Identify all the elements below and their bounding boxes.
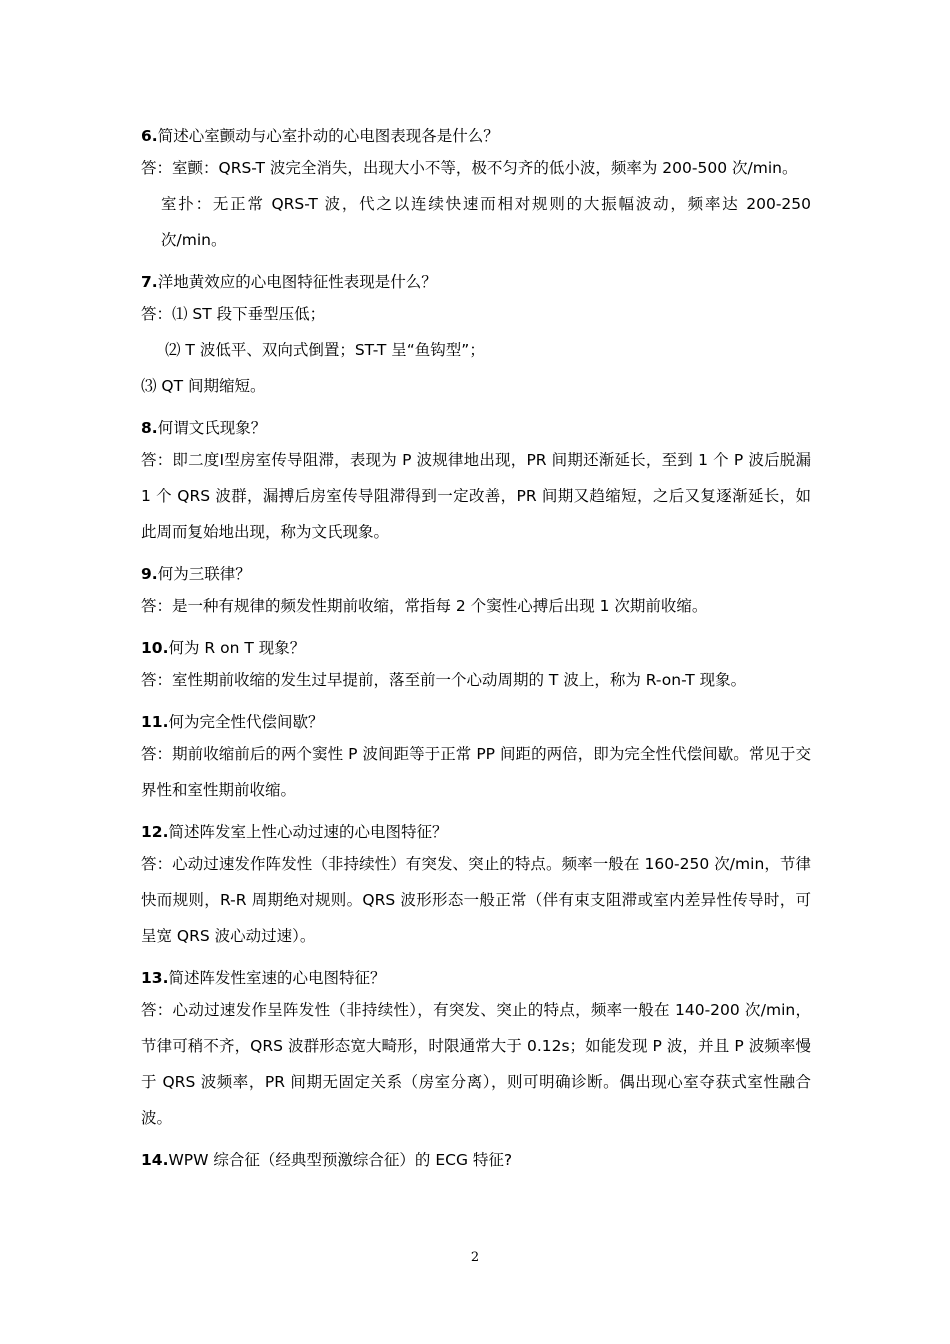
page-number: 2: [470, 1250, 480, 1265]
question-text: 洋地黄效应的心电图特征性表现是什么？: [157, 273, 437, 291]
answer-line: 答：室颤：QRS-T 波完全消失，出现大小不等，极不匀齐的低小波，频率为 200-500 次/min。: [141, 159, 798, 177]
document-content: [141, 112, 811, 1174]
question-text: 简述心室颤动与心室扑动的心电图表现各是什么？: [157, 127, 499, 145]
question-heading: [141, 1146, 811, 1174]
question-heading: [141, 414, 811, 442]
answer: [141, 442, 811, 550]
question-heading: [141, 964, 811, 992]
qa-block-7: [141, 268, 811, 404]
question-text: 何为完全性代偿间歇？: [168, 713, 324, 731]
qa-block-9: [141, 560, 811, 624]
question-heading: [141, 268, 811, 296]
answer: [141, 150, 811, 258]
qa-block-12: [141, 818, 811, 954]
qa-block-6: [141, 122, 811, 258]
answer-line: ⑵ T 波低平、双向式倒置；ST-T 呈“鱼钩型”；: [165, 341, 485, 359]
question-text: 简述阵发室上性心动过速的心电图特征？: [168, 823, 448, 841]
question-text: 何谓文氏现象？: [157, 419, 267, 437]
answer-line: 答：心动过速发作呈阵发性（非持续性），有突发、突止的特点，频率一般在 140-200 次/min，节律可稍不齐，QRS 波群形态宽大畸形，时限通常大于 0.12s；如能发现 P 波，并且 P 波频率慢于 QRS 波频率，PR 间期无固定关系（房室分离），则可明确诊断。偶出现心室夺获式室性融合波。: [141, 1001, 811, 1127]
question-number: 11.: [141, 713, 169, 731]
question-number: 14.: [141, 1151, 169, 1169]
answer: [141, 662, 811, 698]
answer-line: 答：⑴ ST 段下垂型压低；: [141, 305, 326, 323]
question-number: 7.: [141, 273, 158, 291]
answer-line: 室扑：无正常 QRS-T 波，代之以连续快速而相对规则的大振幅波动，频率达 200-250 次/min。: [161, 195, 811, 249]
question-text: WPW 综合征（经典型预激综合征）的 ECG 特征?: [168, 1151, 513, 1169]
question-number: 6.: [141, 127, 158, 145]
question-number: 10.: [141, 639, 169, 657]
answer-line: 答：心动过速发作阵发性（非持续性）有突发、突止的特点。频率一般在 160-250 次/min，节律快而规则，R-R 周期绝对规则。QRS 波形形态一般正常（伴有束支阻滞或室内差异性传导时，可呈宽 QRS 波心动过速）。: [141, 855, 811, 945]
question-text: 何为 R on T 现象？: [168, 639, 306, 657]
answer: [141, 736, 811, 808]
qa-block-14: [141, 1146, 811, 1174]
question-number: 9.: [141, 565, 158, 583]
question-text: 何为三联律？: [157, 565, 251, 583]
question-number: 12.: [141, 823, 169, 841]
question-heading: [141, 818, 811, 846]
answer-line: 答：即二度Ⅰ型房室传导阻滞，表现为 P 波规律地出现，PR 间期还渐延长，至到 1 个 P 波后脱漏 1 个 QRS 波群，漏搏后房室传导阻滞得到一定改善，PR 间期又趋缩短，之后又复逐渐延长，如此周而复始地出现，称为文氏现象。: [141, 451, 811, 541]
question-heading: [141, 122, 811, 150]
answer-line: ⑶ QT 间期缩短。: [141, 377, 266, 395]
qa-block-13: [141, 964, 811, 1136]
question-number: 8.: [141, 419, 158, 437]
answer: [141, 588, 811, 624]
question-heading: [141, 634, 811, 662]
answer: [141, 846, 811, 954]
question-text: 简述阵发性室速的心电图特征？: [168, 969, 386, 987]
qa-block-8: [141, 414, 811, 550]
question-number: 13.: [141, 969, 169, 987]
qa-block-10: [141, 634, 811, 698]
answer: [141, 296, 811, 404]
answer-line: 答：是一种有规律的频发性期前收缩，常指每 2 个窦性心搏后出现 1 次期前收缩。: [141, 597, 708, 615]
answer-line: 答：室性期前收缩的发生过早提前，落至前一个心动周期的 T 波上，称为 R-on-T 现象。: [141, 671, 747, 689]
answer-line: 答：期前收缩前后的两个窦性 P 波间距等于正常 PP 间距的两倍，即为完全性代偿间歇。常见于交界性和室性期前收缩。: [141, 745, 811, 799]
question-heading: [141, 708, 811, 736]
question-heading: [141, 560, 811, 588]
answer: [141, 992, 811, 1136]
qa-block-11: [141, 708, 811, 808]
